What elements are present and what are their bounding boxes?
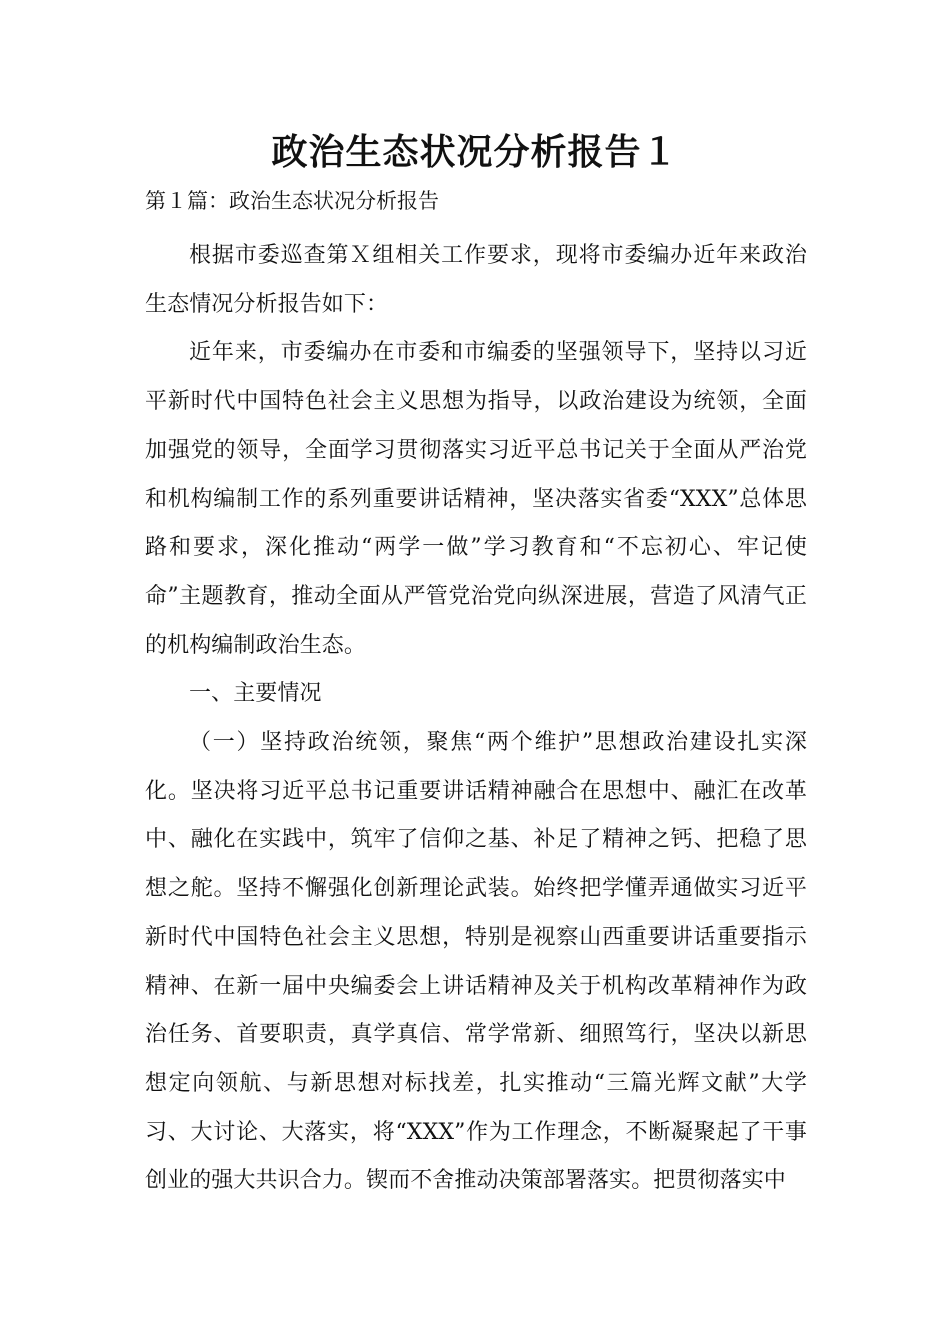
document-body — [145, 232, 807, 1206]
paragraph-overview: 近年来，市委编办在市委和市编委的坚强领导下，坚持以习近平新时代中国特色社会主义思想为指导，以政治建设为统领，全面加强党的领导，全面学习贯彻落实习近平总书记关于全面从严治党和机构编制工作的系列重要讲话精神，坚决落实省委“XXX”总体思路和要求，深化推动“两学一做”学习教育和“不忘初心、牢记使命”主题教育，推动全面从严管党治党向纵深进展，营造了风清气正的机构编制政治生态。 — [145, 340, 807, 658]
paragraph-section-one: （一）坚持政治统领，聚焦“两个维护”思想政治建设扎实深化。坚决将习近平总书记重要讲话精神融合在思想中、融汇在改革中、融化在实践中，筑牢了信仰之基、补足了精神之钙、把稳了思想之舵。坚持不懈强化创新理论武装。始终把学懂弄通做实习近平新时代中国特色社会主义思想，特别是视察山西重要讲话重要指示精神、在新一届中央编委会上讲话精神及关于机构改革精神作为政治任务、首要职责，真学真信、常学常新、细照笃行，坚决以新思想定向领航、与新思想对标找差，扎实推动“三篇光辉文献”大学习、大讨论、大落实，将“XXX”作为工作理念，不断凝聚起了干事创业的强大共识合力。锲而不舍推动决策部署落实。把贯彻落实中 — [145, 730, 807, 1194]
document-subtitle: 第１篇：政治生态状况分析报告 — [145, 189, 439, 213]
document-title: 政治生态状况分析报告１ — [271, 132, 679, 173]
paragraph-intro: 根据市委巡查第Ｘ组相关工作要求，现将市委编办近年来政治生态情况分析报告如下： — [145, 243, 807, 317]
section-heading: 一、主要情况 — [189, 681, 322, 707]
